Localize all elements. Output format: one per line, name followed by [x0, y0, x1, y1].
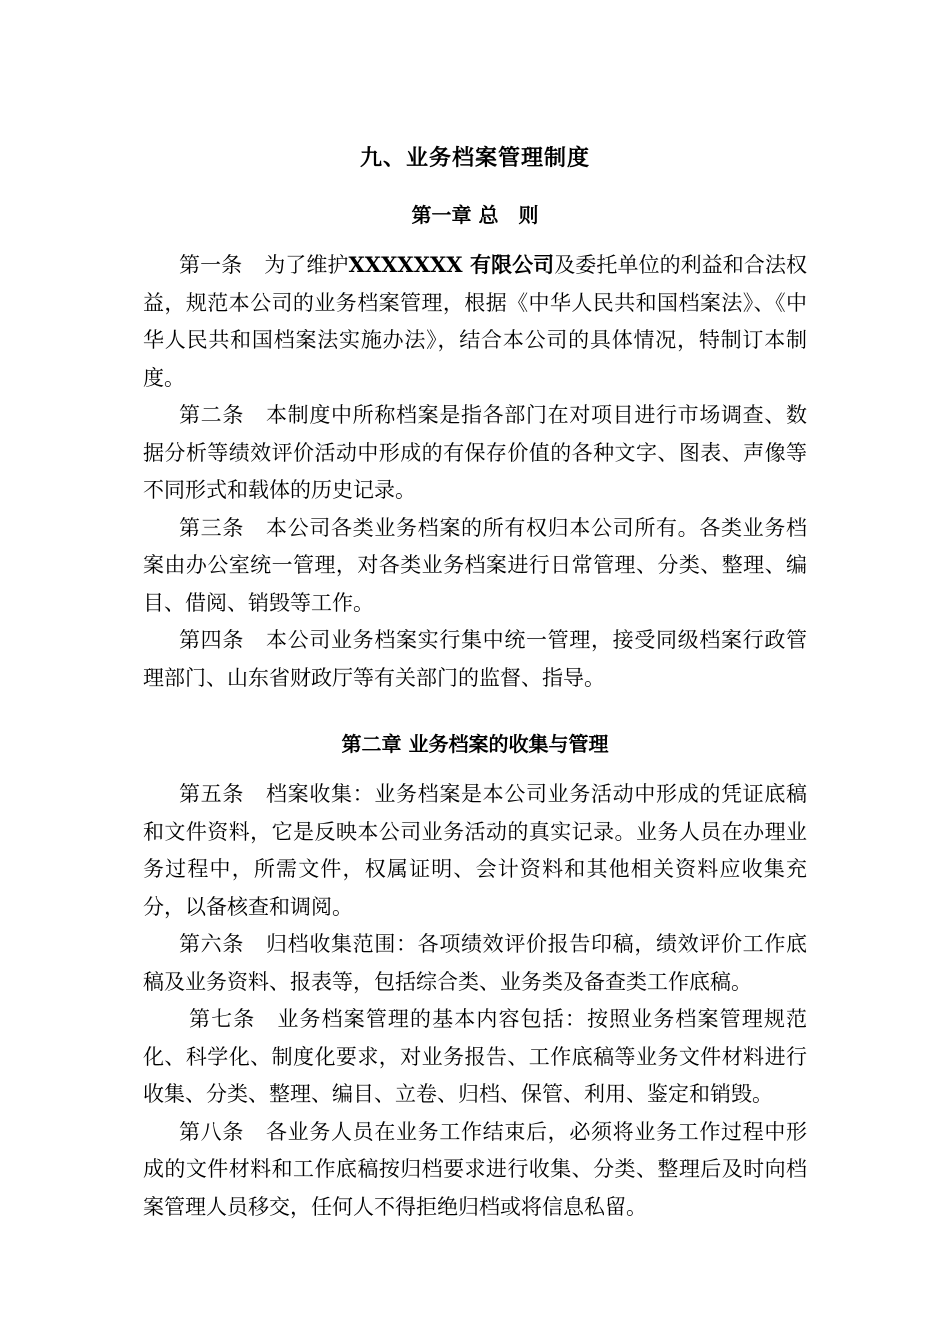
article-text: 本制度中所称档案是指各部门在对项目进行市场调查、数据分析等绩效评价活动中形成的有保存价值的各种文字、图表、声像等不同形式和载体的历史记录。 [143, 403, 807, 502]
article-1 [143, 246, 807, 397]
article-text: 归档收集范围：各项绩效评价报告印稿，绩效评价工作底稿及业务资料、报表等，包括综合类、业务类及备查类工作底稿。 [143, 932, 807, 994]
document-title: 九、业务档案管理制度 [359, 145, 590, 171]
article-text: 档案收集：业务档案是本公司业务活动中形成的凭证底稿和文件资料，它是反映本公司业务活动的真实记录。业务人员在办理业务过程中，所需文件，权属证明、会计资料和其他相关资料应收集充分，以备核查和调阅。 [143, 782, 807, 919]
article-text: 本公司各类业务档案的所有权归本公司所有。各类业务档案由办公室统一管理，对各类业务档案进行日常管理、分类、整理、编目、借阅、销毁等工作。 [143, 515, 807, 615]
chapter-1-body [143, 246, 807, 697]
article-label: 第一条 [179, 253, 243, 277]
article-6 [143, 926, 807, 1001]
article-5 [143, 776, 807, 926]
article-text-pre: 为了维护 [264, 253, 349, 277]
article-label: 第四条 [179, 628, 244, 652]
article-label: 第五条 [179, 782, 244, 806]
article-text: 本公司业务档案实行集中统一管理，接受同级档案行政管理部门、山东省财政厅等有关部门的监督、指导。 [143, 628, 807, 690]
chapter-2-title: 第二章 业务档案的收集与管理 [341, 732, 609, 756]
article-2 [143, 397, 807, 510]
article-text: 业务档案管理的基本内容包括：按照业务档案管理规范化、科学化、制度化要求，对业务报告、工作底稿等业务文件材料进行收集、分类、整理、编目、立卷、归档、保管、利用、鉴定和销毁。 [143, 1007, 808, 1106]
article-label: 第三条 [179, 515, 244, 540]
chapter-1-title: 第一章 总 则 [411, 203, 539, 227]
article-4 [143, 622, 807, 697]
article-label: 第二条 [179, 403, 244, 427]
article-label: 第六条 [179, 932, 244, 956]
article-text-post: 及委托单位的利益和合法权益，规范本公司的业务档案管理，根据《中华人民共和国档案法》、《中华人民共和国档案法实施办法》，结合本公司的具体情况，特制订本制度。 [143, 253, 808, 390]
company-name: XXXXXXX 有限公司 [348, 252, 555, 277]
article-8 [143, 1114, 807, 1227]
article-label: 第七条 [189, 1007, 256, 1031]
article-3 [143, 510, 807, 623]
article-label: 第八条 [179, 1119, 244, 1144]
article-7 [143, 1001, 807, 1114]
article-text: 各业务人员在业务工作结束后，必须将业务工作过程中形成的文件材料和工作底稿按归档要求进行收集、分类、整理后及时向档案管理人员移交，任何人不得拒绝归档或将信息私留。 [143, 1119, 807, 1219]
chapter-2-body [143, 776, 807, 1226]
